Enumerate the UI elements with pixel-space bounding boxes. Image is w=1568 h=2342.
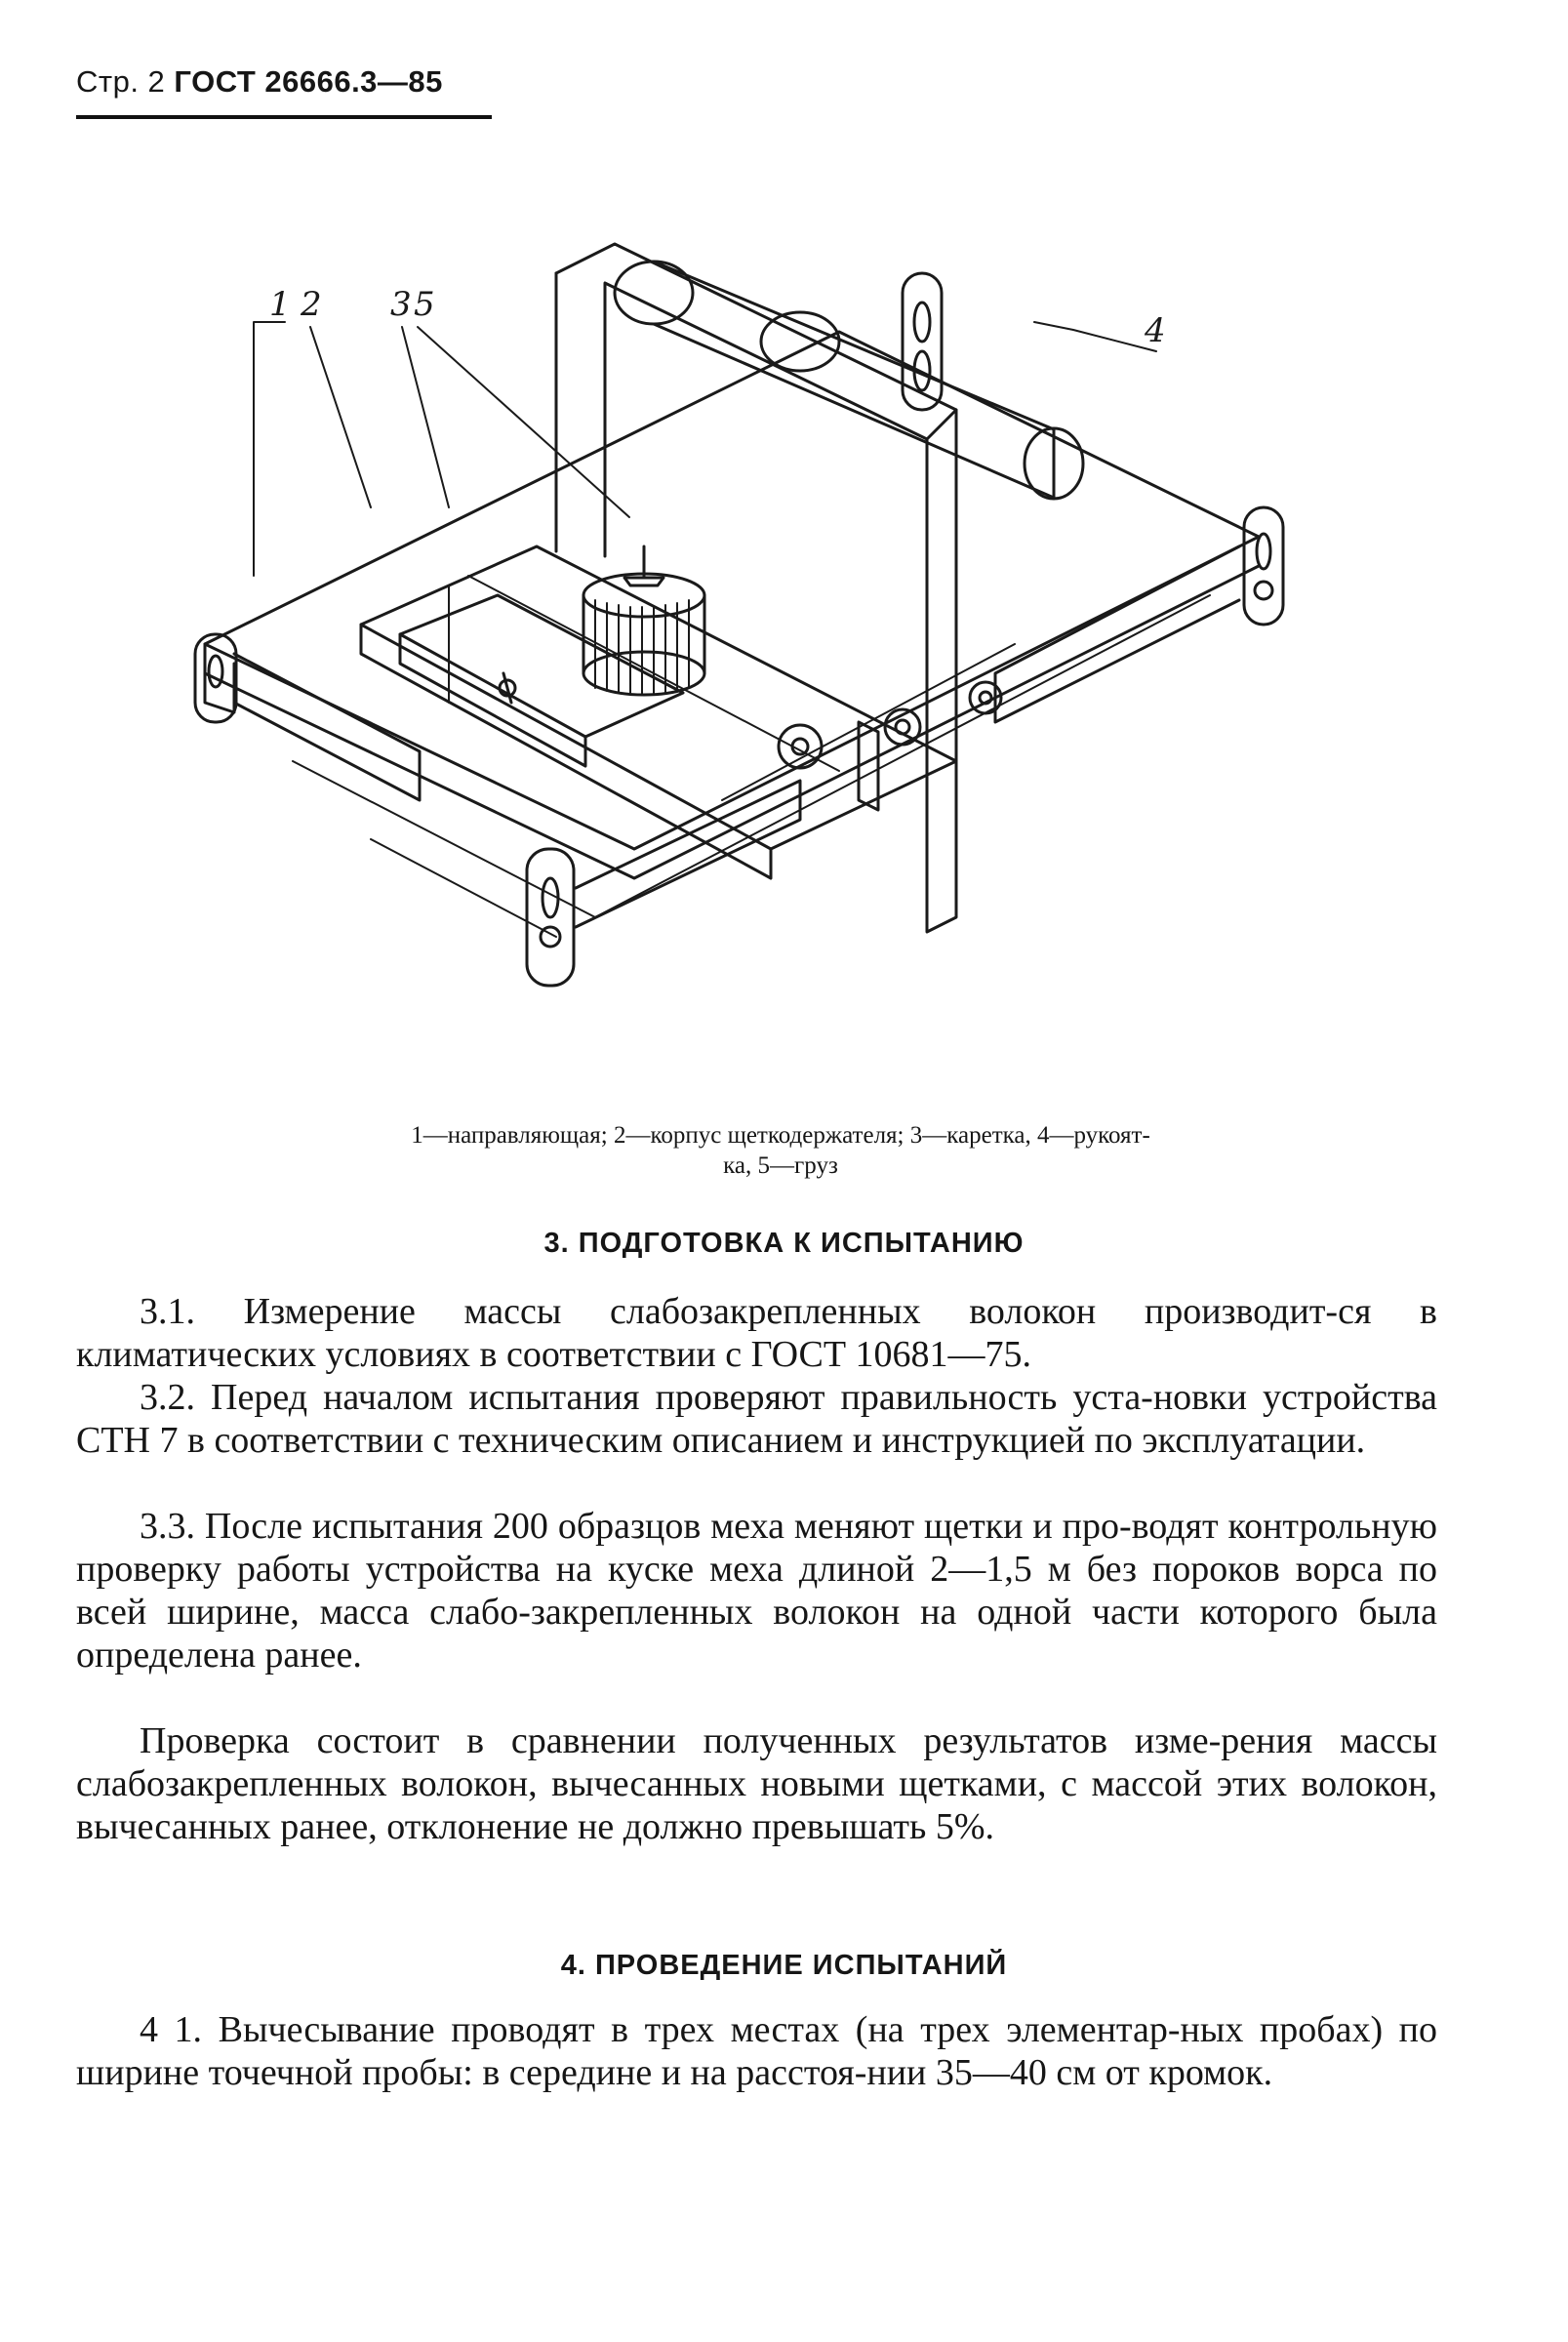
device-drawing	[176, 215, 1347, 1073]
base-frame	[205, 332, 1259, 937]
label-1: 1	[269, 285, 291, 324]
section-3-title: 3. ПОДГОТОВКА К ИСПЫТАНИЮ	[543, 1228, 1025, 1259]
front-foot	[527, 781, 800, 986]
figure-caption	[234, 1120, 1327, 1181]
rear-uprights	[903, 273, 942, 410]
handle	[615, 262, 1083, 499]
section-4-title: 4. ПРОВЕДЕНИЕ ИСПЫТАНИЙ	[560, 1950, 1008, 1981]
page-number: Стр. 2	[76, 64, 166, 99]
carriage	[361, 546, 956, 878]
page-header	[76, 64, 443, 100]
gear-assembly	[722, 644, 1015, 810]
paragraph-3-1: 3.1. Измерение массы слабозакрепленных волокон производит-ся в климатических условиях в соответствии с ГОСТ 10681—75.	[76, 1291, 1437, 1375]
caption-line-2: ка, 5—груз	[723, 1152, 838, 1179]
label-2: 2	[301, 285, 322, 324]
leader-lines	[254, 322, 1156, 576]
label-3: 3	[390, 285, 412, 324]
label-4: 4	[1145, 311, 1166, 350]
paragraph-4-1: 4 1. Вычесывание проводят в трех местах (на трех элементар-ных пробах) по ширине точечной пробы: в середине и на расстоя-нии 35—40 см от кромок.	[76, 2009, 1437, 2093]
paragraph-3-4: Проверка состоит в сравнении полученных результатов изме-рения массы слабозакрепленных волокон, вычесанных новыми щетками, с массой этих волокон, вычесанных ранее, отклонение не должно превышать 5%.	[76, 1720, 1437, 1847]
guide-rail-left	[195, 634, 420, 800]
caption-line-1: 1—направляющая; 2—корпус щеткодержателя; 3—каретка, 4—рукоят-	[411, 1122, 1150, 1149]
guide-rail-right	[995, 507, 1283, 722]
header-rule	[76, 115, 492, 119]
paragraph-3-2: 3.2. Перед началом испытания проверяют правильность уста-новки устройства СТН 7 в соответствии с техническим описанием и инструкцией по эксплуатации.	[76, 1377, 1437, 1461]
brush-holder	[400, 595, 683, 766]
label-5: 5	[414, 285, 435, 324]
paragraph-3-3: 3.3. После испытания 200 образцов меха меняют щетки и про-водят контрольную проверку работы устройства на куске меха длиной 2—1,5 м без пороков ворса по всей ширине, масса слабо-закрепленных волокон на одной части которого была определена ранее.	[76, 1506, 1437, 1676]
standard-number: ГОСТ 26666.3—85	[174, 64, 443, 99]
